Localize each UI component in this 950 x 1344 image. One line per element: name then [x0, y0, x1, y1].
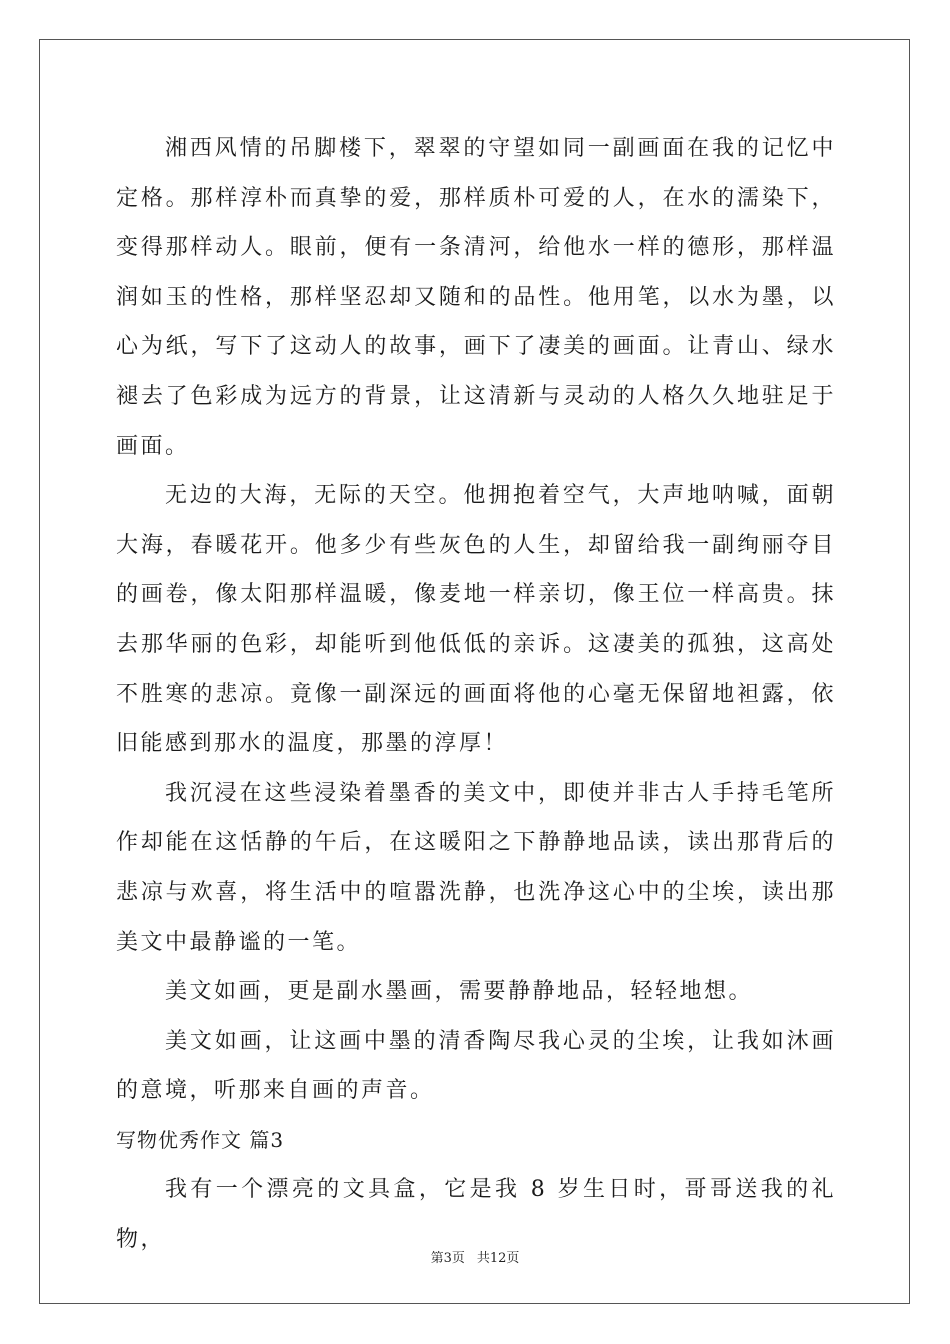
document-body [116, 124, 836, 1265]
page-total: 共12页 [476, 1251, 520, 1266]
paragraph: 美文如画，让这画中墨的清香陶尽我心灵的尘埃，让我如沐画的意境，听那来自画的声音。 [116, 1028, 836, 1104]
paragraph: 湘西风情的吊脚楼下，翠翠的守望如同一副画面在我的记忆中定格。那样淳朴而真挚的爱，那样质朴可爱的人，在水的濡染下，变得那样动人。眼前，便有一条清河，给他水一样的德形，那样温润如玉的性格，那样坚忍却又随和的品性。他用笔，以水为墨，以心为纸，写下了这动人的故事，画下了凄美的画面。让青山、绿水褪去了色彩成为远方的背景，让这清新与灵动的人格久久地驻足于画面。 [116, 136, 836, 459]
paragraph: 我沉浸在这些浸染着墨香的美文中，即使并非古人手持毛笔所作却能在这恬静的午后，在这暖阳之下静静地品读，读出那背后的悲凉与欢喜，将生活中的喧嚣洗静，也洗净这心中的尘埃，读出那美文中最静谧的一笔。 [116, 780, 836, 955]
paragraph: 我有一个漂亮的文具盒，它是我 8 岁生日时，哥哥送我的礼物， [116, 1177, 836, 1253]
section-heading: 写物优秀作文 篇3 [116, 1127, 285, 1152]
paragraph: 美文如画，更是副水墨画，需要静静地品，轻轻地想。 [165, 979, 754, 1005]
paragraph: 无边的大海，无际的天空。他拥抱着空气，大声地呐喊，面朝大海，春暖花开。他多少有些灰色的人生，却留给我一副绚丽夺目的画卷，像太阳那样温暖，像麦地一样亲切，像王位一样高贵。抹去那华丽的色彩，却能听到他低低的亲诉。这凄美的孤独，这高处不胜寒的悲凉。竟像一副深远的画面将他的心毫无保留地袒露，依旧能感到那水的温度，那墨的淳厚！ [116, 483, 836, 757]
page-footer [0, 1247, 950, 1266]
page-number: 第3页 [430, 1251, 465, 1266]
